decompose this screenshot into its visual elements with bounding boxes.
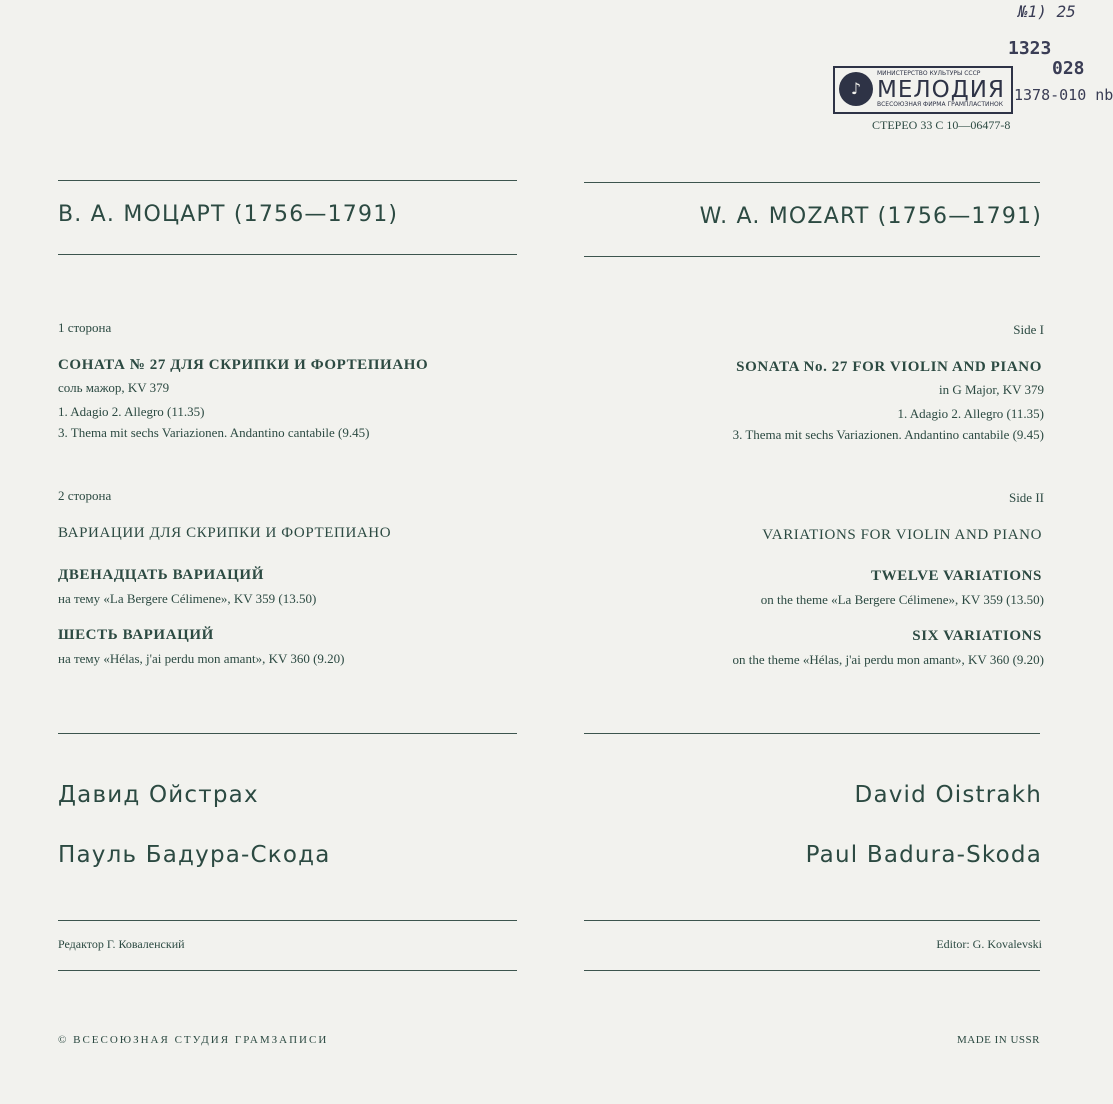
divider xyxy=(58,254,517,255)
composer-heading-en: W. A. MOZART (1756—1791) xyxy=(699,204,1042,229)
divider xyxy=(584,970,1040,971)
handwritten-number-3: 1378-010 nb xyxy=(1014,86,1113,104)
side-label-ru: 1 сторона xyxy=(58,320,112,335)
divider xyxy=(58,920,517,921)
track-list-ru: 1. Adagio 2. Allegro (11.35) xyxy=(58,404,205,419)
divider xyxy=(58,733,517,734)
composer-heading-ru: В. А. МОЦАРТ (1756—1791) xyxy=(58,202,399,227)
six-variations-subtitle-ru: на тему «Hélas, j'ai perdu mon amant», KV 360 (9.20) xyxy=(58,651,345,666)
handwritten-number-2: 028 xyxy=(1052,58,1085,79)
divider xyxy=(58,180,517,181)
six-variations-title-ru: ШЕСТЬ ВАРИАЦИЙ xyxy=(58,627,214,643)
divider xyxy=(584,256,1040,257)
handwritten-number-1: 1323 xyxy=(1008,38,1052,59)
melodiya-logo xyxy=(833,66,1013,114)
twelve-variations-subtitle-en: on the theme «La Bergere Célimene», KV 359 (13.50) xyxy=(760,592,1044,607)
performer-piano-ru: Пауль Бадура-Скода xyxy=(58,842,331,868)
editor-credit-ru: Редактор Г. Коваленский xyxy=(58,937,185,951)
six-variations-subtitle-en: on the theme «Hélas, j'ai perdu mon amant», KV 360 (9.20) xyxy=(732,652,1044,667)
track-list-en: 1. Adagio 2. Allegro (11.35) xyxy=(897,406,1044,421)
six-variations-title-en: SIX VARIATIONS xyxy=(912,628,1042,644)
catalog-number: СТЕРЕО 33 С 10—06477-8 xyxy=(872,118,1011,132)
divider xyxy=(584,733,1040,734)
divider xyxy=(58,970,517,971)
performer-piano-en: Paul Badura-Skoda xyxy=(805,842,1042,868)
variations-title-ru: ВАРИАЦИИ ДЛЯ СКРИПКИ И ФОРТЕПИАНО xyxy=(58,525,392,541)
handwritten-note: №1) 25 xyxy=(1018,2,1076,21)
twelve-variations-title-en: TWELVE VARIATIONS xyxy=(871,568,1042,584)
sonata-title-ru: СОНАТА № 27 ДЛЯ СКРИПКИ И ФОРТЕПИАНО xyxy=(58,357,429,373)
logo-brand-text: МЕЛОДИЯ xyxy=(877,77,1005,103)
performer-violin-ru: Давид Ойстрах xyxy=(58,782,259,808)
twelve-variations-subtitle-ru: на тему «La Bergere Célimene», KV 359 (13.50) xyxy=(58,591,317,606)
sonata-title-en: SONATA No. 27 FOR VIOLIN AND PIANO xyxy=(736,359,1042,375)
copyright-notice: © ВСЕСОЮЗНАЯ СТУДИЯ ГРАМЗАПИСИ xyxy=(58,1034,329,1046)
editor-credit-en: Editor: G. Kovalevski xyxy=(936,937,1042,951)
side-label-en: Side I xyxy=(1013,322,1044,337)
divider xyxy=(584,920,1040,921)
made-in-label: MADE IN USSR xyxy=(956,1034,1040,1046)
logo-emblem-icon: ♪ xyxy=(839,72,873,106)
divider xyxy=(584,182,1040,183)
side-label-ru: 2 сторона xyxy=(58,488,112,503)
variations-title-en: VARIATIONS FOR VIOLIN AND PIANO xyxy=(762,527,1042,543)
logo-ministry-text: МИНИСТЕРСТВО КУЛЬТУРЫ СССР xyxy=(877,70,981,77)
twelve-variations-title-ru: ДВЕНАДЦАТЬ ВАРИАЦИЙ xyxy=(58,567,264,583)
side-label-en: Side II xyxy=(1008,490,1044,505)
logo-company-text: ВСЕСОЮЗНАЯ ФИРМА ГРАМПЛАСТИНОК xyxy=(877,101,1004,108)
sonata-key-en: in G Major, KV 379 xyxy=(938,382,1044,397)
track-list-en: 3. Thema mit sechs Variazionen. Andantino cantabile (9.45) xyxy=(732,427,1044,442)
sonata-key-ru: соль мажор, KV 379 xyxy=(58,380,170,395)
track-list-ru: 3. Thema mit sechs Variazionen. Andantino cantabile (9.45) xyxy=(58,425,370,440)
performer-violin-en: David Oistrakh xyxy=(854,782,1042,808)
